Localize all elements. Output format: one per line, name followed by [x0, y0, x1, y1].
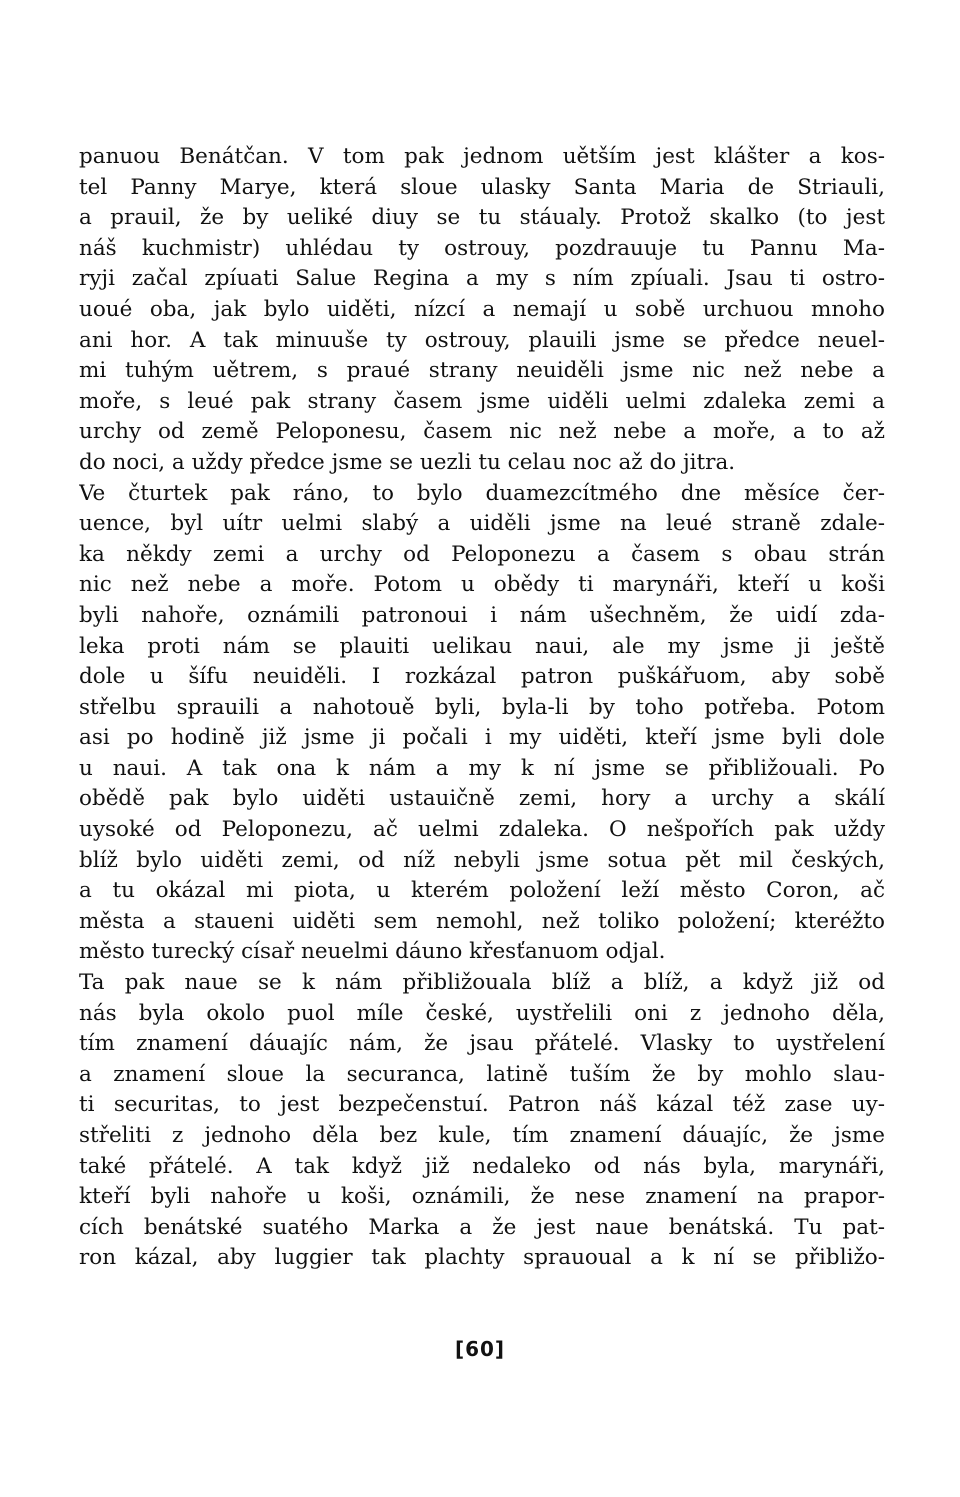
text-line: a prauil, že by ueliké diuy se tu stáualy. Protož skalko (to jest — [79, 205, 885, 231]
text-line: cích benátské suatého Marka a že jest naue benátská. Tu pat- — [79, 1214, 885, 1240]
text-line: nás byla okolo puol míle české, uystřelili oni z jednoho děla, — [79, 1000, 885, 1026]
text-line: ron kázal, aby luggier tak plachty sprauoual a k ní se přibližo- — [79, 1245, 885, 1271]
text-line: ani hor. A tak minuuše ty ostrouy, plauili jsme se předce neuel- — [79, 327, 885, 353]
text-line: a tu okázal mi piota, u kterém položení leží město Coron, ač — [79, 878, 885, 904]
text-line: tím znamení dáuajíc nám, že jsau přátelé. Vlasky to uystřelení — [79, 1031, 885, 1057]
text-line: obědě pak bylo uiděti ustauičně zemi, hory a urchy a skálí — [79, 786, 885, 812]
text-line: také přátelé. A tak když již nedaleko od nás byla, marynáři, — [79, 1153, 885, 1179]
page-number: [60] — [454, 1337, 506, 1361]
text-line: střeliti z jednoho děla bez kule, tím znamení dáuajíc, že jsme — [79, 1123, 885, 1148]
text-line: tel Panny Marye, která sloue ulasky Santa Maria de Striauli, — [79, 174, 885, 200]
text-line: střelbu sprauili a nahotouě byli, byla-li by toho potřeba. Potom — [79, 694, 885, 720]
text-line: nic než nebe a moře. Potom u obědy ti marynáři, kteří u koši — [79, 572, 885, 598]
text-line: uoué oba, jak bylo uiděti, nízcí a nemají u sobě urchuou mnoho — [79, 296, 885, 322]
text-line: asi po hodině již jsme ji počali i my uiděti, kteří jsme byli dole — [79, 725, 885, 751]
body-text — [79, 142, 885, 1274]
text-line: moře, s leué pak strany časem jsme uiděli uelmi zdaleka zemi a — [79, 388, 885, 414]
text-line: náš kuchmistr) uhlédau ty ostrouy, pozdrauuje tu Pannu Ma- — [79, 235, 885, 261]
text-line: blíž bylo uiděti zemi, od níž nebyli jsme sotua pět mil českých, — [79, 847, 885, 873]
text-line: města a staueni uiděti sem nemohl, než toliko položení; kteréžto — [79, 908, 885, 934]
text-line: kteří byli nahoře u koši, oznámili, že nese znamení na prapor- — [79, 1184, 885, 1210]
text-line: leka proti nám se plauiti uelikau naui, ale my jsme ji ještě — [79, 633, 885, 659]
text-line: ka někdy zemi a urchy od Peloponezu a časem s obau strán — [79, 541, 885, 567]
text-line: město turecký císař neuelmi dáuno křesťanuom odjal. — [79, 939, 666, 965]
text-line: uence, byl uítr uelmi slabý a uiděli jsme na leué straně zdale- — [79, 511, 885, 537]
text-line: ryji začal zpíuati Salue Regina a my s ním zpíuali. Jsau ti ostro- — [79, 266, 885, 292]
text-line: panuou Benátčan. V tom pak jednom uětším jest klášter a kos- — [79, 144, 885, 169]
text-line: uysoké od Peloponezu, ač uelmi zdaleka. O nešpořích pak uždy — [79, 817, 885, 843]
text-line: dole u šífu neuiděli. I rozkázal patron puškářuom, aby sobě — [79, 664, 885, 690]
text-line: u naui. A tak ona k nám a my k ní jsme se přibližouali. Po — [79, 755, 885, 781]
text-line: Ta pak naue se k nám přibližouala blíž a blíž, a když již od — [79, 970, 885, 996]
text-line: urchy od země Peloponesu, časem nic než nebe a moře, a to až — [79, 419, 885, 445]
text-line: do noci, a uždy předce jsme se uezli tu celau noc až do jitra. — [79, 449, 736, 475]
text-line: Ve čturtek pak ráno, to bylo duamezcítmého dne měsíce čer- — [79, 480, 885, 506]
text-line: ti securitas, to jest bezpečenstuí. Patron náš kázal též zase uy- — [79, 1092, 885, 1118]
text-line: mi tuhým uětrem, s praué strany neuiděli jsme nic než nebe a — [79, 358, 885, 384]
text-line: byli nahoře, oznámili patronoui i nám ušechněm, že uidí zda- — [79, 602, 885, 628]
text-line: a znamení sloue la securanca, latině tuším že by mohlo slau- — [79, 1061, 885, 1087]
